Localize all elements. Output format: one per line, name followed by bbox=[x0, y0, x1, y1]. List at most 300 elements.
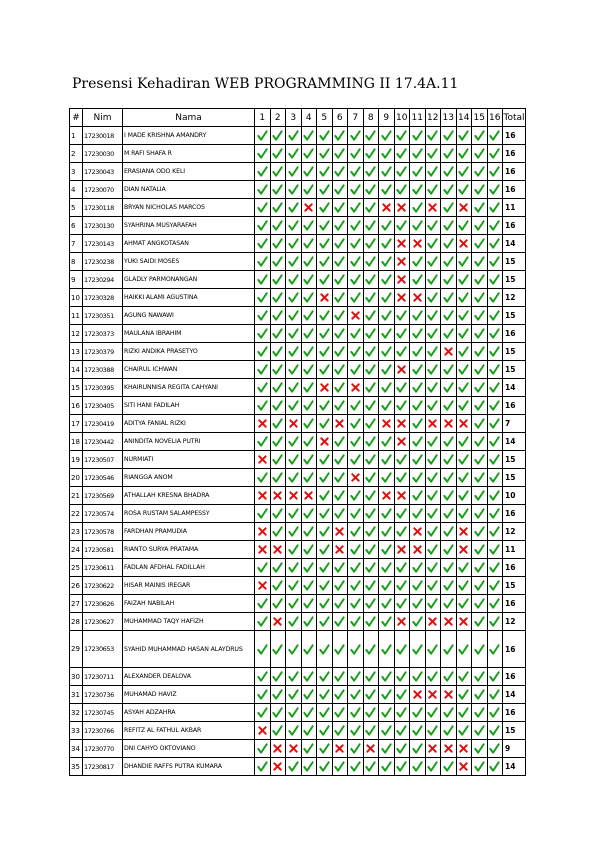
attendance-cell bbox=[379, 145, 395, 163]
check-icon bbox=[489, 382, 500, 393]
check-icon bbox=[257, 202, 268, 213]
check-icon bbox=[412, 166, 423, 177]
check-icon bbox=[272, 436, 283, 447]
row-number: 25 bbox=[70, 559, 83, 577]
attendance-cell bbox=[301, 415, 317, 433]
attendance-cell bbox=[410, 379, 426, 397]
check-icon bbox=[272, 418, 283, 429]
attendance-cell bbox=[286, 704, 302, 722]
attendance-cell bbox=[317, 704, 333, 722]
cross-icon bbox=[303, 202, 314, 213]
attendance-cell bbox=[301, 217, 317, 235]
attendance-cell bbox=[301, 487, 317, 505]
attendance-cell bbox=[487, 415, 503, 433]
check-icon bbox=[458, 328, 469, 339]
cross-icon bbox=[257, 454, 268, 465]
check-icon bbox=[458, 436, 469, 447]
check-icon bbox=[303, 274, 314, 285]
cross-icon bbox=[443, 743, 454, 754]
attendance-total: 16 bbox=[503, 325, 526, 343]
attendance-cell bbox=[394, 686, 410, 704]
attendance-cell bbox=[270, 217, 286, 235]
check-icon bbox=[458, 400, 469, 411]
check-icon bbox=[396, 310, 407, 321]
header-day: 2 bbox=[270, 109, 286, 127]
check-icon bbox=[334, 671, 345, 682]
student-nim: 17230018 bbox=[83, 127, 123, 145]
row-number: 18 bbox=[70, 433, 83, 451]
attendance-cell bbox=[270, 415, 286, 433]
row-number: 33 bbox=[70, 722, 83, 740]
attendance-cell bbox=[410, 469, 426, 487]
student-name: HAIKKI ALAMI AGUSTINA bbox=[123, 289, 255, 307]
attendance-cell bbox=[301, 145, 317, 163]
check-icon bbox=[288, 644, 299, 655]
check-icon bbox=[474, 202, 485, 213]
check-icon bbox=[443, 472, 454, 483]
attendance-cell bbox=[301, 235, 317, 253]
cross-icon bbox=[257, 580, 268, 591]
attendance-cell bbox=[487, 235, 503, 253]
attendance-cell bbox=[270, 451, 286, 469]
check-icon bbox=[474, 148, 485, 159]
check-icon bbox=[272, 580, 283, 591]
attendance-cell bbox=[379, 613, 395, 631]
attendance-cell bbox=[441, 451, 457, 469]
attendance-cell bbox=[255, 253, 271, 271]
check-icon bbox=[257, 148, 268, 159]
student-nim: 17230351 bbox=[83, 307, 123, 325]
check-icon bbox=[474, 364, 485, 375]
check-icon bbox=[365, 310, 376, 321]
attendance-cell bbox=[487, 704, 503, 722]
attendance-cell bbox=[301, 451, 317, 469]
check-icon bbox=[427, 472, 438, 483]
check-icon bbox=[334, 220, 345, 231]
check-icon bbox=[443, 148, 454, 159]
check-icon bbox=[288, 400, 299, 411]
check-icon bbox=[381, 436, 392, 447]
attendance-cell bbox=[410, 271, 426, 289]
attendance-cell bbox=[301, 253, 317, 271]
attendance-cell bbox=[317, 541, 333, 559]
check-icon bbox=[458, 148, 469, 159]
check-icon bbox=[288, 256, 299, 267]
check-icon bbox=[489, 616, 500, 627]
attendance-cell bbox=[255, 613, 271, 631]
check-icon bbox=[443, 166, 454, 177]
check-icon bbox=[443, 184, 454, 195]
attendance-cell bbox=[456, 595, 472, 613]
check-icon bbox=[319, 526, 330, 537]
attendance-cell bbox=[487, 145, 503, 163]
attendance-cell bbox=[456, 253, 472, 271]
attendance-cell bbox=[456, 541, 472, 559]
check-icon bbox=[288, 598, 299, 609]
check-icon bbox=[319, 364, 330, 375]
attendance-cell bbox=[456, 127, 472, 145]
check-icon bbox=[272, 238, 283, 249]
table-row bbox=[70, 415, 526, 433]
table-header-row bbox=[70, 109, 526, 127]
cross-icon bbox=[288, 418, 299, 429]
attendance-cell bbox=[301, 127, 317, 145]
check-icon bbox=[303, 743, 314, 754]
student-name: NURMIATI bbox=[123, 451, 255, 469]
check-icon bbox=[381, 274, 392, 285]
check-icon bbox=[443, 238, 454, 249]
attendance-cell bbox=[425, 379, 441, 397]
attendance-total: 16 bbox=[503, 127, 526, 145]
attendance-cell bbox=[472, 668, 488, 686]
check-icon bbox=[489, 707, 500, 718]
attendance-cell bbox=[456, 163, 472, 181]
student-nim: 17230070 bbox=[83, 181, 123, 199]
check-icon bbox=[272, 346, 283, 357]
attendance-cell bbox=[332, 307, 348, 325]
attendance-cell bbox=[348, 487, 364, 505]
check-icon bbox=[272, 292, 283, 303]
row-number: 3 bbox=[70, 163, 83, 181]
attendance-cell bbox=[456, 433, 472, 451]
check-icon bbox=[427, 148, 438, 159]
attendance-cell bbox=[441, 199, 457, 217]
check-icon bbox=[257, 166, 268, 177]
attendance-cell bbox=[301, 631, 317, 668]
attendance-cell bbox=[255, 668, 271, 686]
attendance-cell bbox=[487, 686, 503, 704]
check-icon bbox=[288, 184, 299, 195]
attendance-cell bbox=[394, 289, 410, 307]
header-day: 12 bbox=[425, 109, 441, 127]
check-icon bbox=[334, 238, 345, 249]
attendance-cell bbox=[363, 722, 379, 740]
cross-icon bbox=[272, 743, 283, 754]
attendance-cell bbox=[286, 433, 302, 451]
attendance-cell bbox=[286, 541, 302, 559]
attendance-cell bbox=[332, 704, 348, 722]
attendance-cell bbox=[487, 577, 503, 595]
page-title: Presensi Kehadiran WEB PROGRAMMING II 17.4A.11 bbox=[72, 76, 459, 92]
attendance-cell bbox=[394, 758, 410, 776]
attendance-cell bbox=[456, 758, 472, 776]
attendance-cell bbox=[348, 595, 364, 613]
check-icon bbox=[489, 148, 500, 159]
attendance-cell bbox=[301, 181, 317, 199]
check-icon bbox=[350, 184, 361, 195]
check-icon bbox=[288, 310, 299, 321]
check-icon bbox=[350, 400, 361, 411]
check-icon bbox=[412, 130, 423, 141]
attendance-cell bbox=[363, 181, 379, 199]
check-icon bbox=[474, 689, 485, 700]
attendance-cell bbox=[456, 451, 472, 469]
check-icon bbox=[474, 166, 485, 177]
check-icon bbox=[319, 256, 330, 267]
check-icon bbox=[396, 743, 407, 754]
check-icon bbox=[365, 292, 376, 303]
student-nim: 17230766 bbox=[83, 722, 123, 740]
cross-icon bbox=[319, 292, 330, 303]
attendance-cell bbox=[379, 577, 395, 595]
check-icon bbox=[350, 508, 361, 519]
attendance-cell bbox=[363, 559, 379, 577]
check-icon bbox=[272, 725, 283, 736]
attendance-cell bbox=[425, 163, 441, 181]
check-icon bbox=[319, 238, 330, 249]
student-name: I MADE KRISHNA AMANDRY bbox=[123, 127, 255, 145]
header-no: # bbox=[70, 109, 83, 127]
attendance-cell bbox=[394, 505, 410, 523]
attendance-cell bbox=[410, 145, 426, 163]
check-icon bbox=[427, 310, 438, 321]
cross-icon bbox=[412, 238, 423, 249]
attendance-cell bbox=[348, 433, 364, 451]
check-icon bbox=[288, 454, 299, 465]
check-icon bbox=[272, 220, 283, 231]
check-icon bbox=[443, 400, 454, 411]
attendance-cell bbox=[425, 145, 441, 163]
attendance-cell bbox=[270, 613, 286, 631]
check-icon bbox=[458, 382, 469, 393]
check-icon bbox=[396, 526, 407, 537]
attendance-cell bbox=[379, 307, 395, 325]
student-nim: 17230578 bbox=[83, 523, 123, 541]
attendance-cell bbox=[317, 253, 333, 271]
check-icon bbox=[272, 671, 283, 682]
student-nim: 17230328 bbox=[83, 289, 123, 307]
attendance-cell bbox=[317, 668, 333, 686]
attendance-cell bbox=[394, 145, 410, 163]
attendance-cell bbox=[332, 379, 348, 397]
attendance-cell bbox=[456, 559, 472, 577]
attendance-cell bbox=[332, 740, 348, 758]
check-icon bbox=[288, 707, 299, 718]
attendance-cell bbox=[441, 722, 457, 740]
check-icon bbox=[350, 256, 361, 267]
table-row bbox=[70, 469, 526, 487]
student-name: ROSA RUSTAM SALAMPESSY bbox=[123, 505, 255, 523]
attendance-cell bbox=[472, 145, 488, 163]
attendance-cell bbox=[348, 559, 364, 577]
check-icon bbox=[365, 274, 376, 285]
row-number: 22 bbox=[70, 505, 83, 523]
check-icon bbox=[334, 616, 345, 627]
check-icon bbox=[365, 202, 376, 213]
attendance-cell bbox=[487, 199, 503, 217]
attendance-cell bbox=[317, 433, 333, 451]
check-icon bbox=[489, 436, 500, 447]
check-icon bbox=[319, 689, 330, 700]
attendance-total: 16 bbox=[503, 217, 526, 235]
attendance-total: 16 bbox=[503, 145, 526, 163]
check-icon bbox=[257, 508, 268, 519]
attendance-cell bbox=[441, 289, 457, 307]
check-icon bbox=[303, 562, 314, 573]
check-icon bbox=[474, 490, 485, 501]
attendance-cell bbox=[456, 343, 472, 361]
row-number: 6 bbox=[70, 217, 83, 235]
check-icon bbox=[427, 346, 438, 357]
check-icon bbox=[489, 743, 500, 754]
cross-icon bbox=[381, 418, 392, 429]
attendance-cell bbox=[394, 577, 410, 595]
check-icon bbox=[272, 508, 283, 519]
attendance-cell bbox=[255, 415, 271, 433]
attendance-cell bbox=[456, 469, 472, 487]
check-icon bbox=[458, 598, 469, 609]
attendance-cell bbox=[410, 361, 426, 379]
attendance-cell bbox=[301, 199, 317, 217]
attendance-cell bbox=[394, 307, 410, 325]
header-day: 13 bbox=[441, 109, 457, 127]
attendance-cell bbox=[286, 181, 302, 199]
attendance-total: 16 bbox=[503, 163, 526, 181]
check-icon bbox=[443, 274, 454, 285]
row-number: 9 bbox=[70, 271, 83, 289]
attendance-cell bbox=[456, 523, 472, 541]
check-icon bbox=[334, 382, 345, 393]
attendance-total: 15 bbox=[503, 361, 526, 379]
check-icon bbox=[350, 328, 361, 339]
attendance-cell bbox=[410, 181, 426, 199]
attendance-total: 14 bbox=[503, 379, 526, 397]
table-row bbox=[70, 199, 526, 217]
attendance-cell bbox=[472, 343, 488, 361]
check-icon bbox=[257, 472, 268, 483]
attendance-cell bbox=[472, 127, 488, 145]
student-nim: 17230419 bbox=[83, 415, 123, 433]
check-icon bbox=[257, 130, 268, 141]
check-icon bbox=[272, 310, 283, 321]
student-nim: 17230405 bbox=[83, 397, 123, 415]
check-icon bbox=[412, 616, 423, 627]
attendance-cell bbox=[317, 758, 333, 776]
check-icon bbox=[396, 454, 407, 465]
attendance-cell bbox=[301, 325, 317, 343]
attendance-cell bbox=[301, 686, 317, 704]
check-icon bbox=[365, 256, 376, 267]
check-icon bbox=[288, 671, 299, 682]
check-icon bbox=[272, 644, 283, 655]
table-row bbox=[70, 271, 526, 289]
attendance-cell bbox=[317, 343, 333, 361]
check-icon bbox=[396, 580, 407, 591]
check-icon bbox=[334, 472, 345, 483]
cross-icon bbox=[365, 743, 376, 754]
attendance-cell bbox=[394, 668, 410, 686]
attendance-cell bbox=[379, 631, 395, 668]
check-icon bbox=[412, 472, 423, 483]
row-number: 4 bbox=[70, 181, 83, 199]
check-icon bbox=[288, 436, 299, 447]
check-icon bbox=[443, 364, 454, 375]
check-icon bbox=[458, 562, 469, 573]
attendance-total: 14 bbox=[503, 235, 526, 253]
check-icon bbox=[303, 382, 314, 393]
check-icon bbox=[381, 220, 392, 231]
attendance-cell bbox=[270, 397, 286, 415]
attendance-total: 16 bbox=[503, 631, 526, 668]
attendance-cell bbox=[348, 361, 364, 379]
check-icon bbox=[334, 292, 345, 303]
check-icon bbox=[288, 472, 299, 483]
attendance-cell bbox=[456, 235, 472, 253]
attendance-cell bbox=[363, 487, 379, 505]
cross-icon bbox=[319, 436, 330, 447]
check-icon bbox=[489, 184, 500, 195]
attendance-cell bbox=[425, 289, 441, 307]
check-icon bbox=[303, 454, 314, 465]
check-icon bbox=[257, 598, 268, 609]
attendance-cell bbox=[425, 253, 441, 271]
attendance-cell bbox=[487, 613, 503, 631]
cross-icon bbox=[334, 526, 345, 537]
cross-icon bbox=[334, 544, 345, 555]
table-row bbox=[70, 145, 526, 163]
check-icon bbox=[257, 707, 268, 718]
student-name: M RAFI SHAFA R bbox=[123, 145, 255, 163]
check-icon bbox=[427, 184, 438, 195]
attendance-cell bbox=[363, 541, 379, 559]
check-icon bbox=[303, 292, 314, 303]
check-icon bbox=[319, 148, 330, 159]
student-name: SYAHID MUHAMMAD HASAN ALAYDRUS bbox=[123, 631, 255, 668]
cross-icon bbox=[272, 490, 283, 501]
attendance-cell bbox=[348, 722, 364, 740]
attendance-cell bbox=[348, 289, 364, 307]
check-icon bbox=[288, 544, 299, 555]
check-icon bbox=[365, 526, 376, 537]
header-day: 3 bbox=[286, 109, 302, 127]
cross-icon bbox=[257, 544, 268, 555]
header-day: 11 bbox=[410, 109, 426, 127]
row-number: 16 bbox=[70, 397, 83, 415]
cross-icon bbox=[443, 616, 454, 627]
attendance-cell bbox=[255, 379, 271, 397]
attendance-cell bbox=[270, 722, 286, 740]
check-icon bbox=[381, 382, 392, 393]
check-icon bbox=[443, 761, 454, 772]
check-icon bbox=[257, 671, 268, 682]
attendance-cell bbox=[472, 397, 488, 415]
attendance-cell bbox=[317, 289, 333, 307]
attendance-cell bbox=[255, 523, 271, 541]
attendance-cell bbox=[255, 217, 271, 235]
check-icon bbox=[443, 707, 454, 718]
attendance-cell bbox=[348, 199, 364, 217]
student-name: ALEXANDER DEALOVA bbox=[123, 668, 255, 686]
attendance-cell bbox=[394, 199, 410, 217]
attendance-cell bbox=[348, 686, 364, 704]
attendance-cell bbox=[410, 613, 426, 631]
check-icon bbox=[272, 382, 283, 393]
student-nim: 17230130 bbox=[83, 217, 123, 235]
row-number: 32 bbox=[70, 704, 83, 722]
check-icon bbox=[319, 580, 330, 591]
row-number: 1 bbox=[70, 127, 83, 145]
attendance-cell bbox=[410, 487, 426, 505]
attendance-cell bbox=[487, 433, 503, 451]
check-icon bbox=[350, 148, 361, 159]
attendance-cell bbox=[317, 307, 333, 325]
cross-icon bbox=[272, 616, 283, 627]
attendance-cell bbox=[394, 325, 410, 343]
attendance-cell bbox=[410, 217, 426, 235]
attendance-cell bbox=[317, 397, 333, 415]
attendance-cell bbox=[410, 740, 426, 758]
attendance-cell bbox=[410, 523, 426, 541]
